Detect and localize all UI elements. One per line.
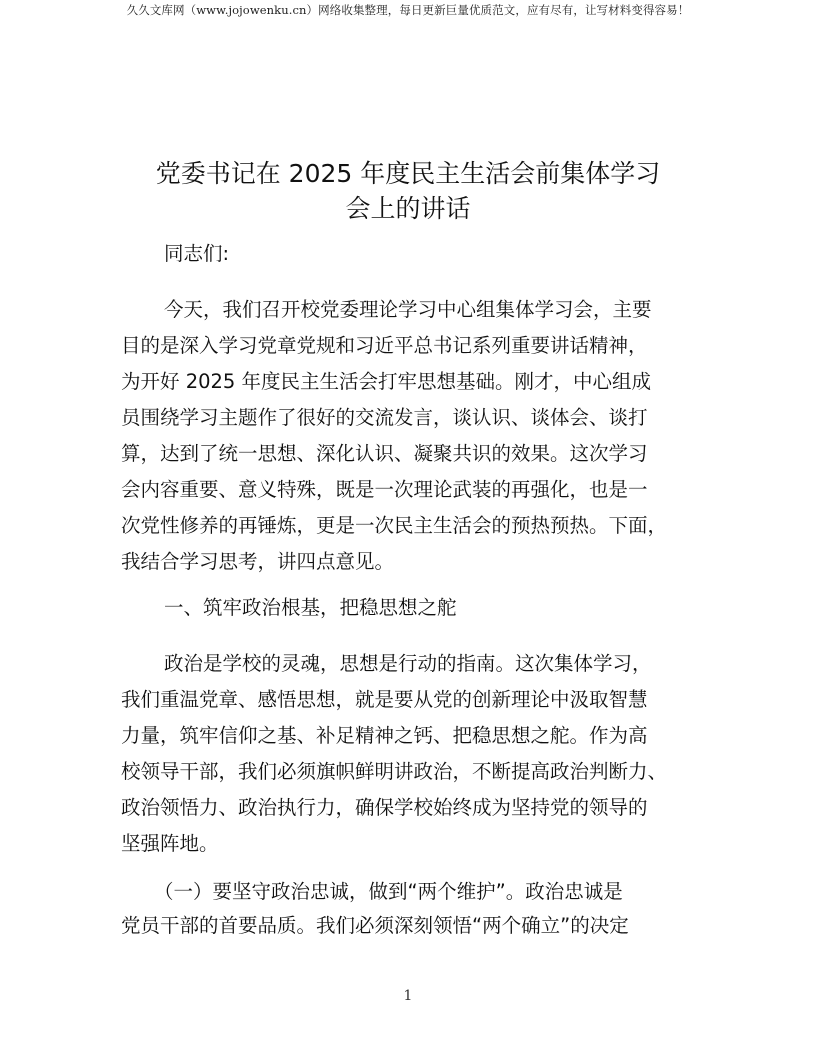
paragraph-1-line-8: 我结合学习思考，讲四点意见。 — [121, 550, 395, 573]
paragraph-1-line-1: 今天，我们召开校党委理论学习中心组集体学习会，主要 — [164, 298, 652, 321]
paragraph-1-line-4: 员围绕学习主题作了很好的交流发言，谈认识、谈体会、谈打 — [121, 406, 648, 429]
paragraph-2-line-6: 坚强阵地。 — [121, 832, 219, 855]
salutation: 同志们: — [164, 242, 230, 265]
paragraph-2-line-5: 政治领悟力、政治执行力，确保学校始终成为坚持党的领导的 — [121, 796, 648, 819]
paragraph-2-line-4: 校领导干部，我们必须旗帜鲜明讲政治，不断提高政治判断力、 — [121, 760, 668, 783]
paragraph-3-line-1: （一）要坚守政治忠诚，做到“两个维护”。政治忠诚是 — [154, 880, 623, 903]
paragraph-2-line-2: 我们重温党章、感悟思想，就是要从党的创新理论中汲取智慧 — [121, 688, 648, 711]
paragraph-1-line-2: 目的是深入学习党章党规和习近平总书记系列重要讲话精神， — [121, 334, 648, 357]
paragraph-1-line-5: 算，达到了统一思想、深化认识、凝聚共识的效果。这次学习 — [121, 442, 648, 465]
paragraph-2-line-3: 力量，筑牢信仰之基、补足精神之钙、把稳思想之舵。作为高 — [121, 724, 648, 747]
document-title-line-1: 党委书记在 2025 年度民主生活会前集体学习 — [155, 159, 661, 188]
document-title-line-2: 会上的讲话 — [345, 194, 471, 223]
section-1-heading: 一、筑牢政治根基，把稳思想之舵 — [164, 596, 457, 619]
paragraph-1-line-6: 会内容重要、意义特殊，既是一次理论武装的再强化，也是一 — [121, 478, 648, 501]
paragraph-1-line-3: 为开好 2025 年度民主生活会打牢思想基础。刚才，中心组成 — [121, 370, 652, 393]
page-number: 1 — [403, 988, 413, 1004]
paragraph-2-line-1: 政治是学校的灵魂，思想是行动的指南。这次集体学习， — [164, 652, 652, 675]
paragraph-3-line-2: 党员干部的首要品质。我们必须深刻领悟“两个确立”的决定 — [121, 914, 629, 937]
paragraph-1-line-7: 次党性修养的再锤炼，更是一次民主生活会的预热预热。下面， — [121, 514, 668, 537]
header-note: 久久文库网（www.jojowenku.cn）网络收集整理，每日更新巨量优质范文，应有尽有，让写材料变得容易！ — [126, 3, 690, 17]
